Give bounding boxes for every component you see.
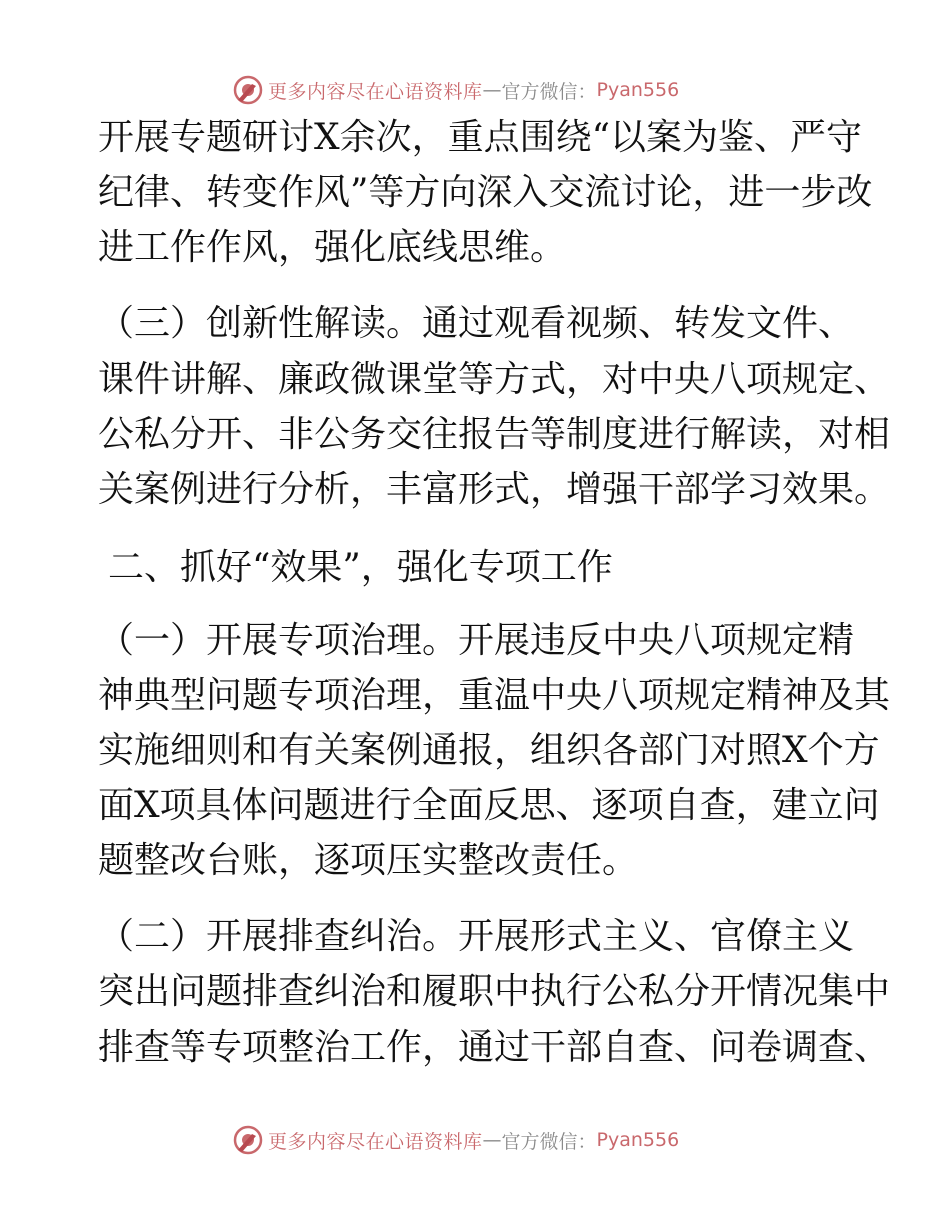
body-line: （一）开展专项治理。开展违反中央八项规定精 bbox=[98, 620, 855, 661]
watermark-wechat-id: Pyan556 bbox=[596, 1129, 680, 1151]
body-line: （二）开展排查纠治。开展形式主义、官僚主义 bbox=[98, 916, 855, 957]
body-line: （三）创新性解读。通过观看视频、转发文件、 bbox=[98, 303, 855, 344]
body-line: 纪律、转变作风”等方向深入交流讨论，进一步改 bbox=[98, 172, 873, 213]
watermark-dash: — bbox=[482, 1129, 502, 1151]
body-line: 突出问题排查纠治和履职中执行公私分开情况集中 bbox=[98, 971, 891, 1012]
watermark-dash: — bbox=[482, 79, 502, 101]
body-line: 开展专题研讨X余次，重点围绕“以案为鉴、严守 bbox=[98, 117, 863, 158]
body-line: 课件讲解、廉政微课堂等方式，对中央八项规定、 bbox=[98, 359, 891, 400]
body-line: 题整改台账，逐项压实整改责任。 bbox=[98, 840, 639, 881]
body-line: 神典型问题专项治理，重温中央八项规定精神及其 bbox=[98, 675, 891, 716]
body-line: 公私分开、非公务交往报告等制度进行解读，对相 bbox=[98, 414, 891, 455]
body-line: 排查等专项整治工作，通过干部自查、问卷调查、 bbox=[98, 1027, 891, 1068]
body-line: 进工作作风，强化底线思维。 bbox=[98, 227, 567, 268]
body-line: 实施细则和有关案例通报，组织各部门对照X个方 bbox=[98, 730, 880, 771]
watermark-wechat-id: Pyan556 bbox=[596, 79, 680, 101]
watermark-header bbox=[232, 73, 679, 107]
section-heading: 二、抓好“效果”，强化专项工作 bbox=[108, 547, 613, 588]
body-line: 关案例进行分析，丰富形式，增强干部学习效果。 bbox=[98, 469, 891, 510]
brand-logo-icon bbox=[232, 74, 264, 106]
brand-logo-icon bbox=[232, 1124, 264, 1156]
body-line: 面X项具体问题进行全面反思、逐项自查，建立问 bbox=[98, 785, 880, 826]
watermark-official-text: 官方微信： bbox=[501, 1130, 597, 1153]
watermark-site-text: 更多内容尽在心语资料库 bbox=[268, 1130, 483, 1153]
watermark-official-text: 官方微信： bbox=[501, 80, 597, 103]
watermark-site-text: 更多内容尽在心语资料库 bbox=[268, 80, 483, 103]
watermark-footer bbox=[232, 1123, 679, 1157]
